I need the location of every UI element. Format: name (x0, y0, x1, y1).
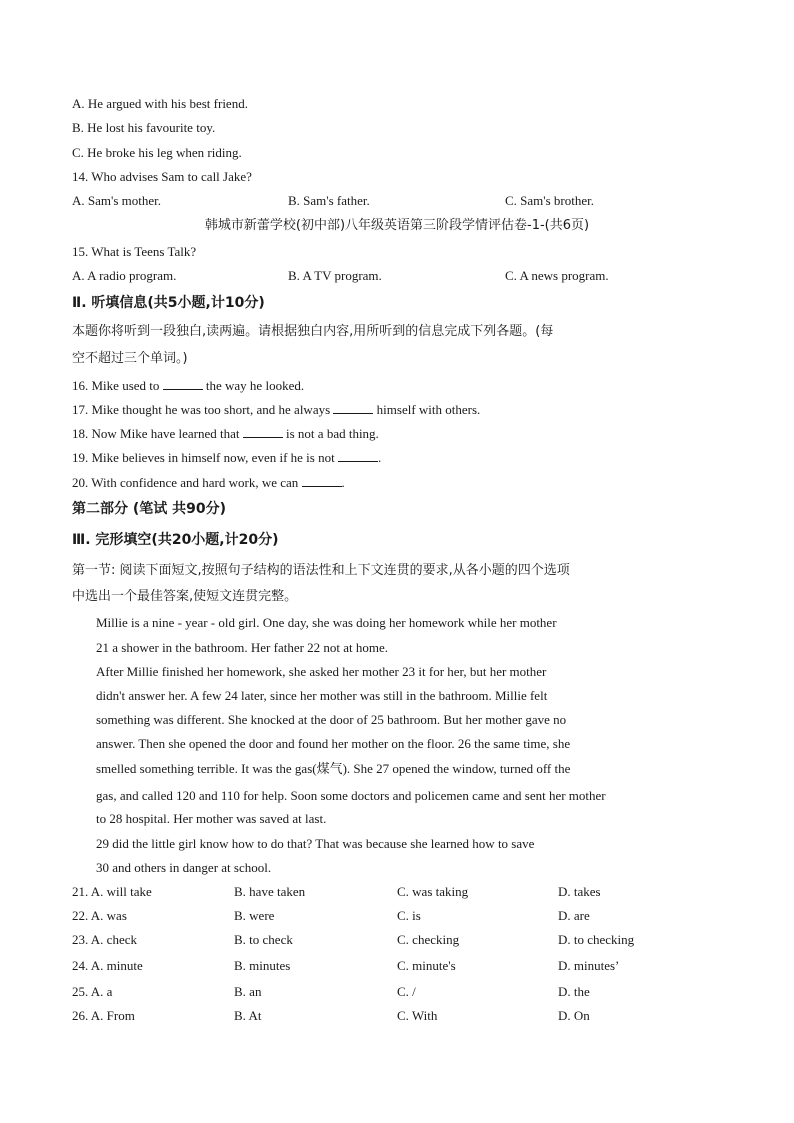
q20-text-after: . (341, 475, 345, 490)
option-25-c: C. / (397, 984, 416, 999)
passage-line: gas, and called 120 and 110 for help. Soon some doctors and policemen came and sent her mother (96, 788, 606, 803)
option-23-d: D. to checking (558, 932, 635, 947)
q17-text-after: himself with others. (376, 402, 481, 417)
q15-stem: 15. What is Teens Talk? (72, 244, 197, 259)
passage-line: 30 and others in danger at school. (96, 860, 272, 875)
q19-text-after: . (377, 450, 382, 465)
q14-option-b: B. Sam's father. (288, 193, 370, 208)
q19 (72, 449, 381, 467)
section2-instruction-line2: 空不超过三个单词。) (72, 351, 188, 366)
q20-blank[interactable] (302, 474, 342, 487)
q13-option-b: B. He lost his favourite toy. (72, 120, 216, 135)
q16-text-after: the way he looked. (205, 378, 305, 393)
option-23-b: B. to check (234, 932, 293, 947)
q16-text-before: 16. Mike used to (72, 378, 160, 393)
option-26-d: D. On (558, 1008, 590, 1023)
section2-instruction-line1: 本题你将听到一段独白,读两遍。请根据独白内容,用所听到的信息完成下列各题。(每 (72, 324, 554, 339)
q18 (72, 425, 379, 443)
q16-blank[interactable] (163, 377, 203, 390)
option-24-d: D. minutes’ (558, 958, 620, 973)
q13-option-a: A. He argued with his best friend. (72, 96, 248, 111)
passage-line: Millie is a nine - year - old girl. One day, she was doing her homework while her mother (96, 615, 557, 630)
section3-heading: Ⅲ. 完形填空(共20小题,计20分) (72, 532, 279, 548)
passage-line: smelled something terrible. It was the gas(煤气). She 27 opened the window, turned off the (96, 761, 571, 776)
option-25-a: 25. A. a (72, 984, 113, 999)
option-23-c: C. checking (397, 932, 460, 947)
option-21-a: 21. A. will take (72, 884, 152, 899)
option-21-b: B. have taken (234, 884, 306, 899)
passage-line: answer. Then she opened the door and found her mother on the floor. 26 the same time, she (96, 736, 571, 751)
q15-option-a: A. A radio program. (72, 268, 177, 283)
option-22-d: D. are (558, 908, 590, 923)
option-22-a: 22. A. was (72, 908, 127, 923)
passage-line: something was different. She knocked at the door of 25 bathroom. But her mother gave no (96, 712, 567, 727)
option-23-a: 23. A. check (72, 932, 137, 947)
q18-blank[interactable] (243, 425, 283, 438)
option-24-c: C. minute's (397, 958, 456, 973)
q14-option-c: C. Sam's brother. (505, 193, 595, 208)
q14-stem: 14. Who advises Sam to call Jake? (72, 169, 252, 184)
option-22-b: B. were (234, 908, 275, 923)
q14-option-a: A. Sam's mother. (72, 193, 162, 208)
passage-line: 29 did the little girl know how to do that? That was because she learned how to save (96, 836, 535, 851)
q20-text-before: 20. With confidence and hard work, we can (72, 475, 299, 490)
q17-text-before: 17. Mike thought he was too short, and he always (72, 402, 331, 417)
q20 (72, 474, 345, 492)
q17-blank[interactable] (333, 401, 373, 414)
option-25-d: D. the (558, 984, 590, 999)
part2-heading: 第二部分 (笔试 共90分) (72, 501, 227, 517)
section2-heading: Ⅱ. 听填信息(共5小题,计10分) (72, 295, 265, 311)
option-21-c: C. was taking (397, 884, 469, 899)
option-22-c: C. is (397, 908, 421, 923)
passage-line: to 28 hospital. Her mother was saved at last. (96, 811, 327, 826)
q19-blank[interactable] (338, 449, 378, 462)
option-25-b: B. an (234, 984, 262, 999)
q19-text-before: 19. Mike believes in himself now, even if he is not (72, 450, 335, 465)
option-21-d: D. takes (558, 884, 601, 899)
option-26-b: B. At (234, 1008, 262, 1023)
passage-line: 21 a shower in the bathroom. Her father 22 not at home. (96, 640, 389, 655)
option-26-c: C. With (397, 1008, 438, 1023)
page-footer-title: 韩城市新蕾学校(初中部)八年级英语第三阶段学情评估卷-1-(共6页) (204, 218, 590, 233)
passage-line: After Millie finished her homework, she asked her mother 23 it for her, but her mother (96, 664, 547, 679)
option-24-a: 24. A. minute (72, 958, 143, 973)
section3-instruction-line1: 第一节: 阅读下面短文,按照句子结构的语法性和上下文连贯的要求,从各小题的四个选项 (72, 563, 570, 578)
q15-option-b: B. A TV program. (288, 268, 382, 283)
q17 (72, 401, 480, 419)
section3-instruction-line2: 中选出一个最佳答案,使短文连贯完整。 (72, 589, 298, 604)
q18-text-after: is not a bad thing. (286, 426, 379, 441)
option-24-b: B. minutes (234, 958, 291, 973)
q18-text-before: 18. Now Mike have learned that (72, 426, 240, 441)
passage-line: didn't answer her. A few 24 later, since her mother was still in the bathroom. Millie felt (96, 688, 548, 703)
q16 (72, 377, 304, 395)
q13-option-c: C. He broke his leg when riding. (72, 145, 242, 160)
q15-option-c: C. A news program. (505, 268, 609, 283)
option-26-a: 26. A. From (72, 1008, 135, 1023)
